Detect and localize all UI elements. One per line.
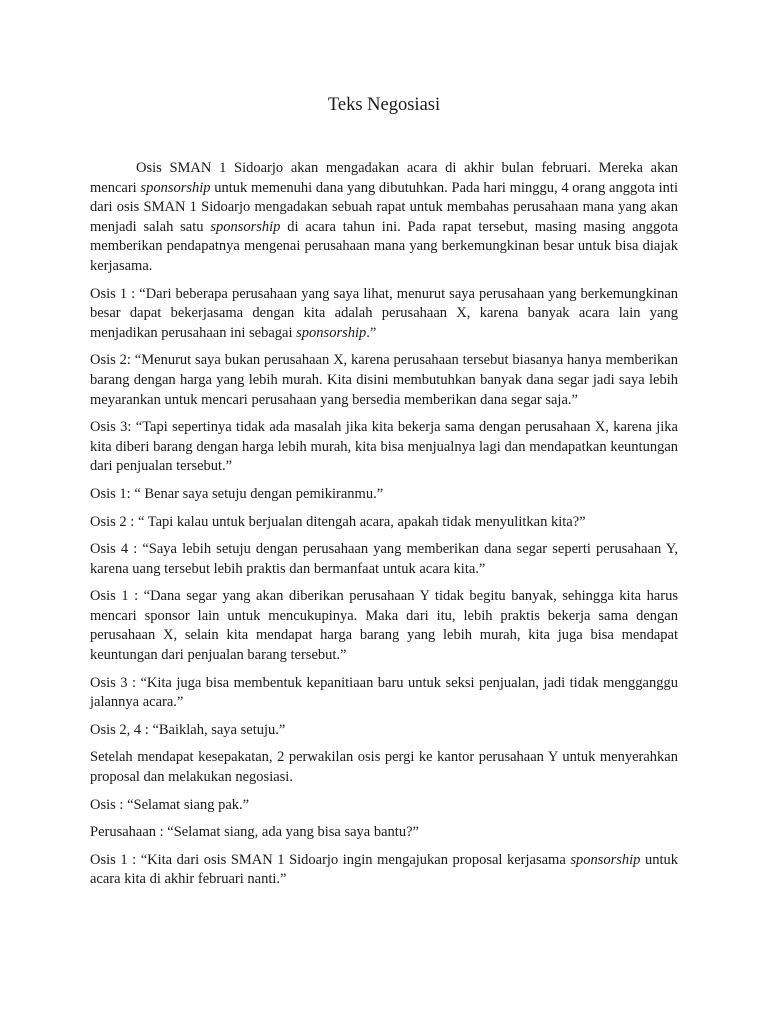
paragraph-text: Osis 4 : “Saya lebih setuju dengan perusahaan yang memberikan dana segar seperti perusahaan Y, karena uang tersebut lebih praktis dan bermanfaat untuk acara kita.”: [90, 541, 678, 577]
paragraph: [90, 513, 678, 533]
paragraph-text: di acara tahun ini. Pada rapat tersebut, masing masing anggota memberikan pendapatnya mengenai perusahaan mana yang berkemungkinan besar untuk bisa diajak kerjasama.: [90, 218, 679, 274]
paragraph: [90, 485, 678, 505]
paragraph: [90, 674, 678, 713]
paragraph-text: Osis 2: “Menurut saya bukan perusahaan X, karena perusahaan tersebut biasanya hanya memberikan barang dengan harga yang lebih murah. Kita disini membutuhkan banyak dana segar jadi saya lebih meyarankan untuk mencari perusahaan yang bersedia memberikan dana segar saja.”: [90, 352, 678, 408]
paragraph: [90, 851, 678, 890]
paragraph-text: Osis SMAN 1 Sidoarjo akan mengadakan acara di akhir bulan februari. Mereka akan mencari: [90, 160, 678, 196]
paragraph: [90, 748, 678, 787]
paragraph-text: Osis 2 : “ Tapi kalau untuk berjualan ditengah acara, apakah tidak menyulitkan kita?”: [90, 513, 586, 530]
paragraph: [90, 540, 678, 579]
paragraph: [90, 418, 678, 477]
paragraph-text: Osis : “Selamat siang pak.”: [90, 796, 250, 813]
paragraph-text: Osis 1: “ Benar saya setuju dengan pemikiranmu.”: [90, 485, 384, 502]
paragraph-text: untuk acara kita di akhir februari nanti.”: [90, 851, 678, 888]
italic-text: sponsorship: [140, 179, 211, 196]
paragraph-text: Osis 2, 4 : “Baiklah, saya setuju.”: [90, 721, 286, 738]
italic-text: sponsorship: [296, 324, 367, 341]
italic-text: sponsorship: [210, 218, 281, 235]
document-title: Teks Negosiasi: [327, 95, 441, 115]
paragraph-text: Osis 1 : “Kita dari osis SMAN 1 Sidoarjo ingin mengajukan proposal kerjasama: [90, 851, 571, 868]
paragraph-text: Osis 1 : “Dari beberapa perusahaan yang saya lihat, menurut saya perusahaan yang berkemungkinan besar dapat bekerjasama dengan kita adalah perusahaan X, karena banyak acara lain yang menjadikan perusahaan ini sebagai: [90, 285, 678, 341]
paragraph-text: Osis 1 : “Dana segar yang akan diberikan perusahaan Y tidak begitu banyak, sehingga kita harus mencari sponsor lain untuk mencukupinya. Maka dari itu, lebih praktis bekerja sama dengan perusahaan X, selain kita mendapat harga barang yang lebih murah, kita juga bisa mendapat keuntungan dari penjualan barang tersebut.”: [90, 588, 678, 664]
document-body: [90, 159, 678, 898]
italic-text: sponsorship: [570, 851, 641, 868]
paragraph-text: Perusahaan : “Selamat siang, ada yang bisa saya bantu?”: [90, 824, 419, 841]
paragraph: [90, 159, 678, 277]
paragraph-text: untuk memenuhi dana yang dibutuhkan. Pada hari minggu, 4 orang anggota inti dari osis SMAN 1 Sidoarjo mengadakan sebuah rapat untuk membahas perusahaan mana yang akan menjadi salah satu: [90, 179, 678, 235]
paragraph-text: .”: [366, 324, 377, 341]
paragraph: [90, 823, 678, 843]
paragraph-text: Setelah mendapat kesepakatan, 2 perwakilan osis pergi ke kantor perusahaan Y untuk menyerahkan proposal dan melakukan negosiasi.: [90, 749, 678, 786]
paragraph: [90, 721, 678, 741]
paragraph: [90, 587, 678, 665]
paragraph: [90, 796, 678, 816]
paragraph-text: Osis 3 : “Kita juga bisa membentuk kepanitiaan baru untuk seksi penjualan, jadi tidak mengganggu jalannya acara.”: [90, 674, 678, 711]
paragraph: [90, 351, 678, 410]
paragraph: [90, 285, 678, 344]
paragraph-text: Osis 3: “Tapi sepertinya tidak ada masalah jika kita bekerja sama dengan perusahaan X, karena jika kita diberi barang dengan harga lebih murah, kita bisa menjualnya lagi dan mendapatkan keuntungan dari penjualan tersebut.”: [90, 419, 678, 475]
